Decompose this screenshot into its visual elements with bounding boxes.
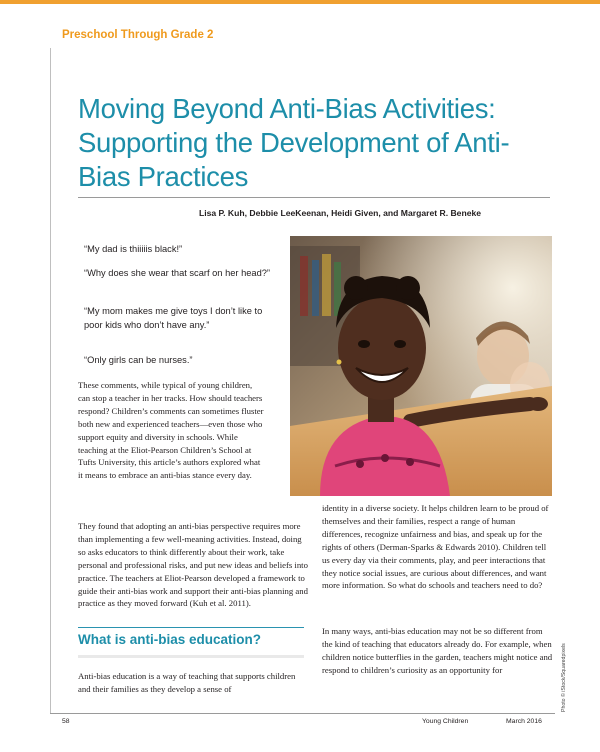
children-photo <box>290 236 552 496</box>
intro-paragraph-continued: They found that adopting an anti-bias perspective requires more than implementing a few well-meaning activities. Instead, doing so asks educators to think differently about their work, take personal and professional risks, and put new ideas and beliefs into practice. The teachers at Eliot-Pearson developed a framework to guide their anti-bias work and support their anti-bias planning and practice as they moved forward (Kuh et al. 2011). <box>78 521 308 609</box>
page-number: 58 <box>62 718 70 725</box>
subheading-top-rule <box>78 627 304 628</box>
intro-paragraph: These comments, while typical of young children, can stop a teacher in her tracks. How should teachers respond? Children’s comments can sometimes fluster both new and experienced teachers—even those who support equity and diversity in schools. While teaching at the Eliot-Pearson Children’s School at Tufts University, this article’s authors explored what it means to embrace an anti-bias stance every day. <box>78 380 264 481</box>
issue-date: March 2016 <box>506 718 542 725</box>
title-divider <box>78 197 550 198</box>
subheading-underline <box>78 655 304 658</box>
child-quote: “Why does she wear that scarf on her head?” <box>84 268 271 278</box>
child-quote: “My mom makes me give toys I don’t like to poor kids who don’t have any.” <box>84 306 263 330</box>
top-accent-rule <box>0 0 600 4</box>
section-label: Preschool Through Grade 2 <box>62 29 214 41</box>
child-quote: “My dad is thiiiiis black!” <box>84 244 183 254</box>
definition-paragraph-continued: identity in a diverse society. It helps children learn to be proud of themselves and their families, respect a range of human differences, recognize unfairness and bias, and speak up for the rights of others (Derman-Sparks & Edwards 2010). Children tell us every day via their comments, play, and peer interactions that they notice social issues, are curious about differences, and want more information. So what do schools and teachers need to do? <box>322 503 549 591</box>
definition-paragraph: Anti-bias education is a way of teaching that supports children and their families as they develop a sense of <box>78 671 296 694</box>
photo-credit: Photo © iStock/Squaredpixels <box>561 643 567 712</box>
left-margin-rule <box>50 48 51 713</box>
article-title: Moving Beyond Anti-Bias Activities: Supporting the Development of Anti-Bias Practices <box>78 93 510 192</box>
section-subheading: What is anti-bias education? <box>78 632 262 647</box>
article-authors: Lisa P. Kuh, Debbie LeeKeenan, Heidi Given, and Margaret R. Beneke <box>198 208 482 218</box>
discussion-paragraph: In many ways, anti-bias education may not be so different from the kind of teaching that educators already do. For example, when children notice butterflies in the garden, teachers might notice and respond to children’s curiosity as an opportunity for <box>322 626 553 675</box>
journal-name: Young Children <box>422 718 469 725</box>
child-quote: “Only girls can be nurses.” <box>84 355 193 365</box>
footer-rule <box>50 713 555 714</box>
